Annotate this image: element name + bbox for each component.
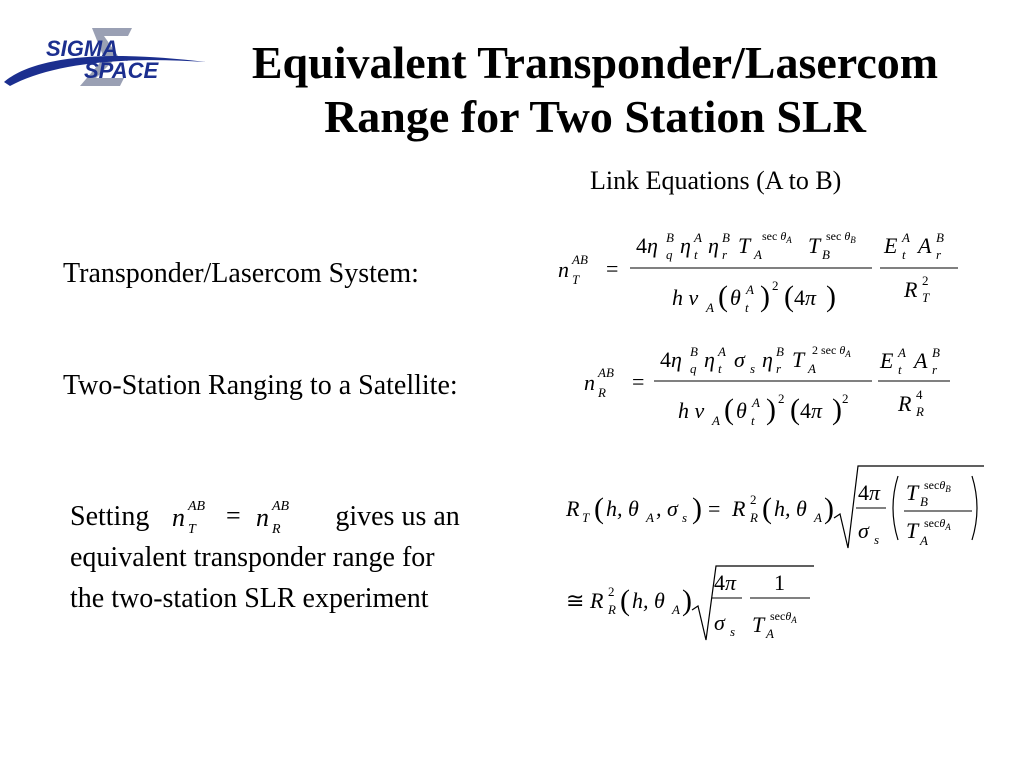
svg-text:h, θ: h, θ [606,496,639,521]
svg-text:R: R [272,522,281,537]
svg-text:≅: ≅ [566,588,585,613]
svg-text:1: 1 [774,570,785,595]
svg-text:σ: σ [734,347,745,372]
svg-text:): ) [832,393,842,426]
link-equations-heading: Link Equations (A to B) [590,166,842,195]
svg-text:=: = [226,501,241,530]
svg-text:): ) [766,393,776,426]
two-station-equation [584,343,950,428]
svg-text:T: T [906,480,919,505]
svg-text:(: ( [594,492,604,525]
svg-text:A: A [914,348,928,373]
svg-text:R: R [566,496,580,521]
svg-text:AB: AB [188,499,206,514]
svg-text:A: A [918,233,932,258]
svg-text:AB: AB [572,252,588,267]
svg-text:η: η [708,233,719,258]
svg-text:2: 2 [842,391,849,406]
svg-text:B: B [690,344,698,359]
svg-text:η: η [704,347,715,372]
svg-text:θ: θ [736,398,747,423]
svg-text:r: r [936,247,942,262]
svg-text:θ: θ [730,285,741,310]
svg-text:R: R [904,277,918,302]
svg-text:η: η [762,347,773,372]
para-gives-us: gives us an [335,501,460,532]
svg-text:A: A [718,344,726,359]
svg-text:s: s [730,624,736,639]
svg-text:): ) [824,492,834,525]
svg-text:T: T [582,510,590,525]
svg-text:): ) [760,280,770,313]
svg-text:A: A [920,533,928,548]
svg-text:T: T [808,233,821,258]
para-line-3: the two-station SLR experiment [70,583,429,614]
svg-text:sec θA: $\sec \theta_A$ [762,229,792,245]
equality-inline-equation [172,499,290,537]
svg-text:A: A [694,230,702,245]
svg-text:T: T [738,233,751,258]
svg-text:h, θ: h, θ [632,588,665,613]
svg-text:A: A [752,395,760,410]
svg-text:4π: 4π [800,398,823,423]
svg-text:secθA: secθ$_A$ [924,516,951,532]
svg-text:A: A [646,510,654,525]
logo-text-space: SPACE [84,58,159,83]
svg-text:sec θB: $\sec \theta_B$ [826,229,856,245]
svg-text:T: T [906,518,919,543]
svg-text:): ) [682,584,692,617]
svg-text:(: ( [762,492,772,525]
svg-text:A: A [814,510,822,525]
svg-text:A: A [672,602,680,617]
svg-text:4π: 4π [714,570,737,595]
svg-text:B: B [920,494,928,509]
title-line-1: Equivalent Transponder/Lasercom [251,37,939,88]
svg-text:n: n [256,503,269,532]
svg-text:(: ( [620,584,630,617]
svg-text:A: A [898,345,906,360]
svg-text:(: ( [790,393,800,426]
svg-text:): ) [692,492,702,525]
svg-text:AB: AB [272,499,290,514]
svg-text:2: 2 [922,273,929,288]
svg-text:(: ( [784,280,794,313]
svg-text:A: A [746,282,754,297]
svg-text:r: r [722,247,728,262]
svg-text:B: B [932,345,940,360]
svg-text:2 sec θA: 2 $\sec \theta_A$ [812,343,851,359]
svg-text:4: 4 [916,387,923,402]
svg-text:t: t [751,413,755,428]
svg-text:B: B [822,247,830,262]
svg-text:(: ( [724,393,734,426]
svg-text:h ν: h ν [672,285,699,310]
svg-text:B: B [722,230,730,245]
svg-text:4η: 4η [636,233,658,258]
svg-text:A: A [902,230,910,245]
svg-text:s: s [750,361,756,376]
svg-text:s: s [682,510,688,525]
svg-text:(: ( [718,280,728,313]
svg-text:t: t [745,300,749,315]
title-line-2: Range for Two Station SLR [324,91,866,142]
range-equation [565,466,984,548]
svg-text:σ: σ [714,610,725,635]
svg-text:4η: 4η [660,347,682,372]
svg-text:R: R [916,404,924,419]
svg-text:n: n [584,370,595,395]
svg-text:4π: 4π [794,285,817,310]
svg-text:t: t [718,361,722,376]
para-setting-word: Setting [70,501,150,532]
svg-text:h ν: h ν [678,398,705,423]
svg-text:T: T [792,347,805,372]
two-station-label: Two-Station Ranging to a Satellite: [63,370,458,401]
svg-text:t: t [902,247,906,262]
svg-text:t: t [694,247,698,262]
svg-text:=: = [606,256,619,281]
svg-text:r: r [932,362,938,377]
svg-text:h, θ: h, θ [774,496,807,521]
svg-text:T: T [922,290,930,305]
svg-text:secθB: secθ$_B$ [924,478,951,494]
svg-text:q: q [666,247,673,262]
svg-text:n: n [172,503,185,532]
svg-text:T: T [188,522,196,537]
svg-text:B: B [776,344,784,359]
svg-text:): ) [826,280,836,313]
svg-text:n: n [558,257,569,282]
transponder-label: Transponder/Lasercom System: [63,258,419,289]
svg-text:A: A [706,300,714,315]
svg-text:E: E [884,233,898,258]
svg-text:A: A [808,361,816,376]
svg-text:σ: σ [858,518,869,543]
svg-text:R: R [732,496,746,521]
svg-text:r: r [776,361,782,376]
svg-text:R: R [608,602,616,617]
svg-text:R: R [590,588,604,613]
svg-text:E: E [880,348,894,373]
svg-text:η: η [680,233,691,258]
svg-text:=: = [632,369,645,394]
transponder-equation [558,229,958,315]
svg-text:q: q [690,361,697,376]
svg-text:B: B [936,230,944,245]
svg-text:2: 2 [778,391,785,406]
approximation-equation [566,566,814,641]
svg-text:B: B [666,230,674,245]
logo-text-sigma: SIGMA [46,36,119,61]
svg-text:2: 2 [750,492,757,507]
svg-text:A: A [712,413,720,428]
svg-text:R: R [750,510,758,525]
svg-text:A: A [766,626,774,641]
svg-text:secθA: secθ$_A$ [770,609,797,625]
svg-text:t: t [898,362,902,377]
svg-text:AB: AB [598,365,614,380]
svg-text:A: A [754,247,762,262]
svg-text:s: s [874,532,880,547]
svg-text:T: T [752,612,765,637]
svg-text:2: 2 [772,278,779,293]
para-line-2: equivalent transponder range for [70,542,435,573]
svg-text:4π: 4π [858,480,881,505]
svg-text:2: 2 [608,584,615,599]
svg-text:R: R [898,391,912,416]
svg-text:, σ: , σ [656,496,678,521]
svg-text:R: R [598,385,606,400]
svg-text:=: = [708,496,721,521]
svg-text:T: T [572,272,580,287]
